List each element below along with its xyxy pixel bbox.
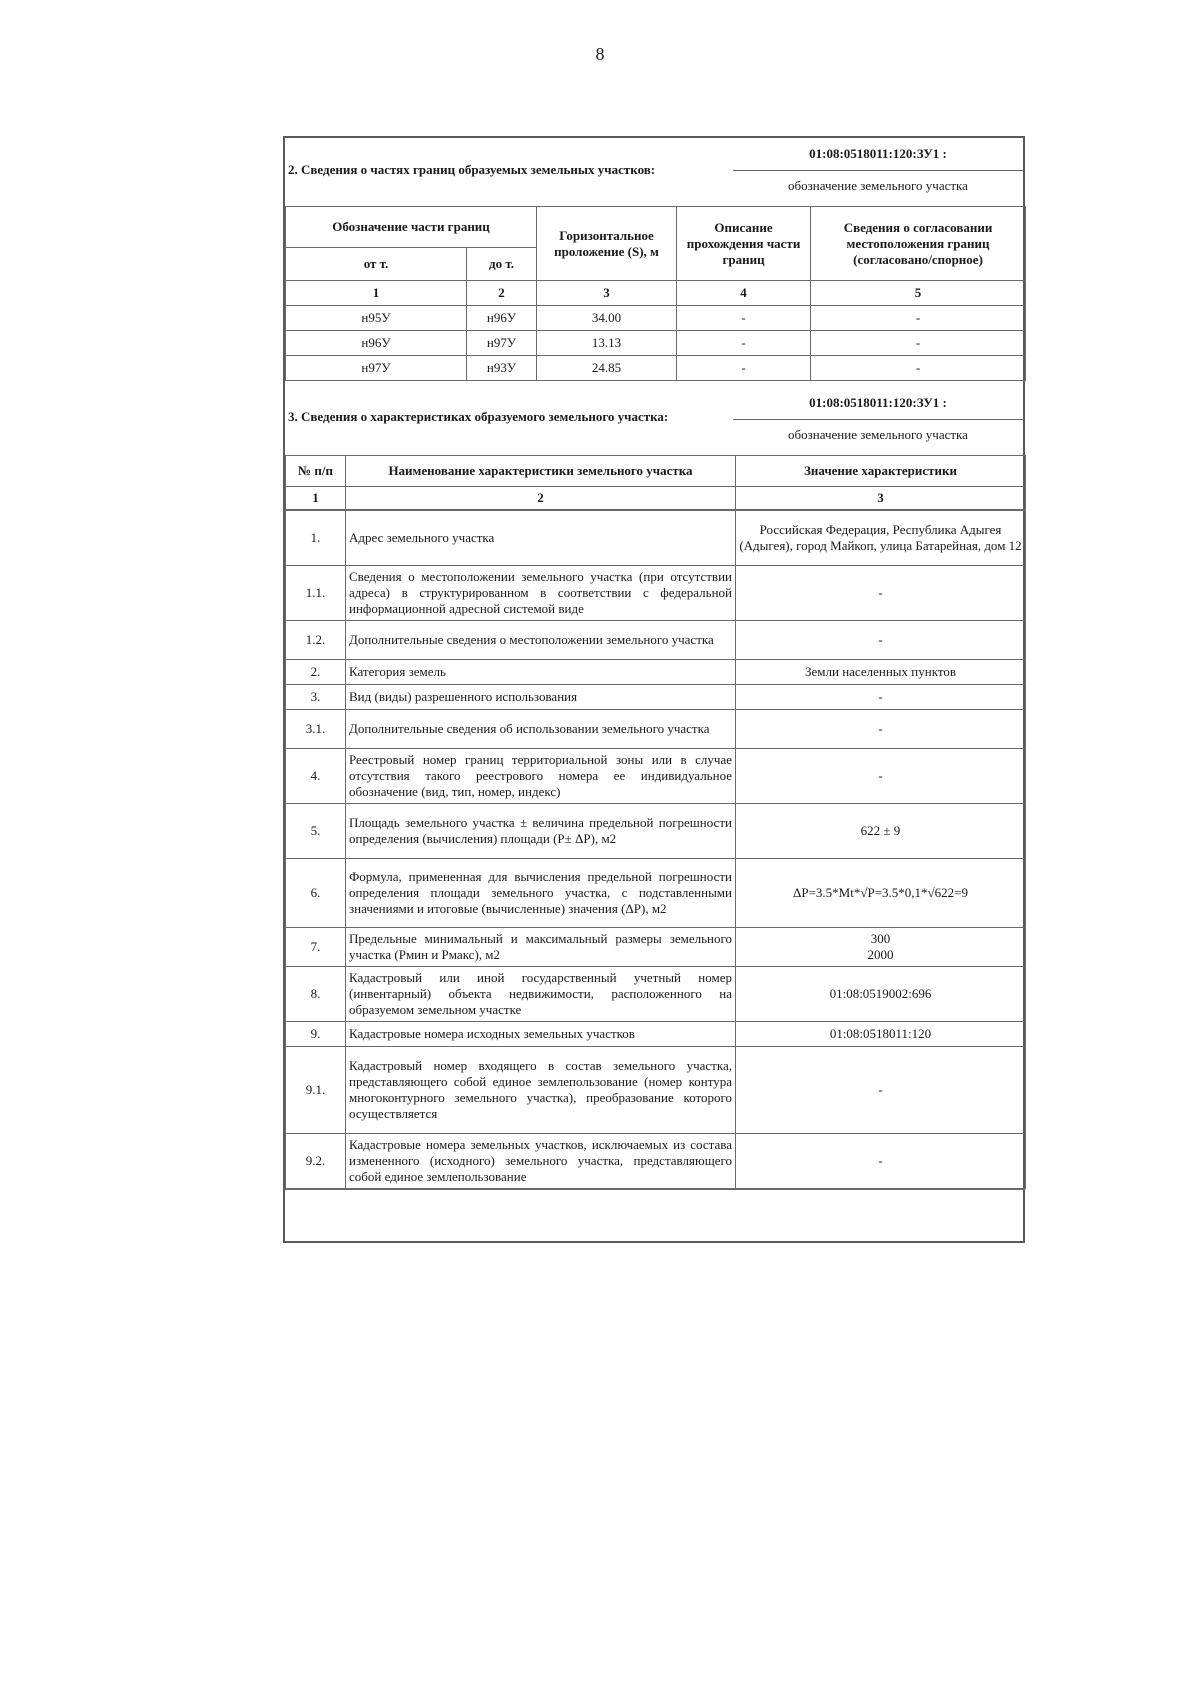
empty-footer-row xyxy=(285,1189,1023,1238)
section2-cadastral-number: 01:08:0518011:120:ЗУ1 : xyxy=(733,138,1023,171)
table-row xyxy=(286,566,1026,621)
table-row xyxy=(286,1047,1026,1134)
cell-number: 3.1. xyxy=(286,710,346,749)
section3-cadastral-caption: обозначение земельного участка xyxy=(788,427,968,442)
cell-value: - xyxy=(736,710,1026,749)
table-row xyxy=(286,1022,1026,1047)
cell-value: - xyxy=(736,1047,1026,1134)
cell-value: - xyxy=(736,621,1026,660)
table-row xyxy=(286,621,1026,660)
section2-cadastral-caption: обозначение земельного участка xyxy=(788,178,968,193)
section2-title: 2. Сведения о частях границ образуемых земельных участков: xyxy=(288,162,656,177)
cell-value: - xyxy=(736,749,1026,804)
cell-number: 3. xyxy=(286,685,346,710)
cell-value: - xyxy=(736,1134,1026,1189)
col-number: 3 xyxy=(736,487,1026,510)
header-num: № п/п xyxy=(286,456,346,487)
section3-cadastral-block xyxy=(733,387,1023,450)
cell-agreement: - xyxy=(811,306,1026,331)
col-number: 2 xyxy=(467,281,537,306)
cell-from: н96У xyxy=(286,331,467,356)
cell-number: 5. xyxy=(286,804,346,859)
cell-description: - xyxy=(677,306,811,331)
section3-cadastral-number: 01:08:0518011:120:ЗУ1 : xyxy=(733,387,1023,420)
cell-number: 6. xyxy=(286,859,346,928)
cell-number: 1.1. xyxy=(286,566,346,621)
col-number: 2 xyxy=(346,487,736,510)
header-to: до т. xyxy=(467,248,537,281)
cell-agreement: - xyxy=(811,356,1026,381)
cell-value: 01:08:0519002:696 xyxy=(736,967,1026,1022)
column-number-row xyxy=(286,281,1026,306)
cell-horizontal: 34.00 xyxy=(537,306,677,331)
table-row xyxy=(286,859,1026,928)
table-row xyxy=(286,749,1026,804)
cell-characteristic: Кадастровый номер входящего в состав земельного участка, представляющего собой единое землепользование (номер контура многоконтурного земельного участка), преобразование которого осуществляется xyxy=(346,1047,736,1134)
cell-value: - xyxy=(736,566,1026,621)
cell-number: 4. xyxy=(286,749,346,804)
cell-number: 9.1. xyxy=(286,1047,346,1134)
col-number: 1 xyxy=(286,281,467,306)
table-row xyxy=(286,685,1026,710)
cell-characteristic: Категория земель xyxy=(346,660,736,685)
column-number-row xyxy=(286,487,1026,510)
table-row xyxy=(286,511,1026,566)
page-number: 8 xyxy=(595,44,605,64)
section2-table xyxy=(285,206,1026,381)
section3-title: 3. Сведения о характеристиках образуемого земельного участка: xyxy=(288,409,669,424)
cell-number: 1. xyxy=(286,511,346,566)
cell-value: 622 ± 9 xyxy=(736,804,1026,859)
cell-characteristic: Адрес земельного участка xyxy=(346,511,736,566)
cell-horizontal: 24.85 xyxy=(537,356,677,381)
header-agreement: Сведения о согласовании местоположения границ (согласовано/спорное) xyxy=(811,207,1026,281)
cell-characteristic: Вид (виды) разрешенного использования xyxy=(346,685,736,710)
cell-characteristic: Кадастровый или иной государственный учетный номер (инвентарный) объекта недвижимости, расположенного на образуемом земельном участке xyxy=(346,967,736,1022)
cell-characteristic: Предельные минимальный и максимальный размеры земельного участка (Рмин и Рмакс), м2 xyxy=(346,928,736,967)
cell-characteristic: Формула, примененная для вычисления предельной погрешности определения площади земельного участка, с подставленными значениями и итоговые (вычисленные) значения (ΔP), м2 xyxy=(346,859,736,928)
cell-value: - xyxy=(736,685,1026,710)
header-value: Значение характеристики xyxy=(736,456,1026,487)
section2-cadastral-block xyxy=(733,138,1023,201)
cell-agreement: - xyxy=(811,331,1026,356)
col-number: 5 xyxy=(811,281,1026,306)
cell-description: - xyxy=(677,356,811,381)
cell-value: Земли населенных пунктов xyxy=(736,660,1026,685)
col-number: 1 xyxy=(286,487,346,510)
cell-number: 7. xyxy=(286,928,346,967)
table-row xyxy=(286,804,1026,859)
col-number: 4 xyxy=(677,281,811,306)
col-number: 3 xyxy=(537,281,677,306)
table-row xyxy=(286,331,1026,356)
cell-characteristic: Кадастровые номера исходных земельных участков xyxy=(346,1022,736,1047)
table-row xyxy=(286,660,1026,685)
table-row xyxy=(286,967,1026,1022)
table-row xyxy=(286,928,1026,967)
cell-value: 300 2000 xyxy=(736,928,1026,967)
cell-characteristic: Дополнительные сведения об использовании земельного участка xyxy=(346,710,736,749)
cell-to: н96У xyxy=(467,306,537,331)
section3-rows xyxy=(285,510,1026,1189)
cell-to: н93У xyxy=(467,356,537,381)
cell-from: н97У xyxy=(286,356,467,381)
cell-horizontal: 13.13 xyxy=(537,331,677,356)
cell-number: 8. xyxy=(286,967,346,1022)
cell-characteristic: Реестровый номер границ территориальной зоны или в случае отсутствия такого реестрового номера ее индивидуальное обозначение (вид, тип, номер, индекс) xyxy=(346,749,736,804)
cell-value: Российская Федерация, Республика Адыгея (Адыгея), город Майкоп, улица Батарейная, дом 12 xyxy=(736,511,1026,566)
cell-characteristic: Кадастровые номера земельных участков, исключаемых из состава измененного (исходного) земельного участка, представляющего собой единое землепользование xyxy=(346,1134,736,1189)
cell-number: 1.2. xyxy=(286,621,346,660)
header-name: Наименование характеристики земельного участка xyxy=(346,456,736,487)
cell-number: 9. xyxy=(286,1022,346,1047)
table-row xyxy=(286,710,1026,749)
table-row xyxy=(286,356,1026,381)
cell-characteristic: Дополнительные сведения о местоположении земельного участка xyxy=(346,621,736,660)
cell-number: 2. xyxy=(286,660,346,685)
cadastral-document xyxy=(283,136,1025,1243)
cell-from: н95У xyxy=(286,306,467,331)
cell-number: 9.2. xyxy=(286,1134,346,1189)
cell-characteristic: Площадь земельного участка ± величина предельной погрешности определения (вычисления) площади (P± ΔP), м2 xyxy=(346,804,736,859)
section3-header xyxy=(285,381,1023,455)
section2-header xyxy=(285,138,1023,206)
header-part-designation: Обозначение части границ xyxy=(286,207,537,248)
cell-characteristic: Сведения о местоположении земельного участка (при отсутствии адреса) в структурированном в соответствии с федеральной информационной адресной системой виде xyxy=(346,566,736,621)
section3-table xyxy=(285,455,1026,510)
cell-value: ΔP=3.5*Mt*√P=3.5*0,1*√622=9 xyxy=(736,859,1026,928)
header-horizontal: Горизонтальное проложение (S), м xyxy=(537,207,677,281)
cell-to: н97У xyxy=(467,331,537,356)
table-row xyxy=(286,306,1026,331)
header-description: Описание прохождения части границ xyxy=(677,207,811,281)
table-row xyxy=(286,1134,1026,1189)
header-from: от т. xyxy=(286,248,467,281)
cell-value: 01:08:0518011:120 xyxy=(736,1022,1026,1047)
cell-description: - xyxy=(677,331,811,356)
